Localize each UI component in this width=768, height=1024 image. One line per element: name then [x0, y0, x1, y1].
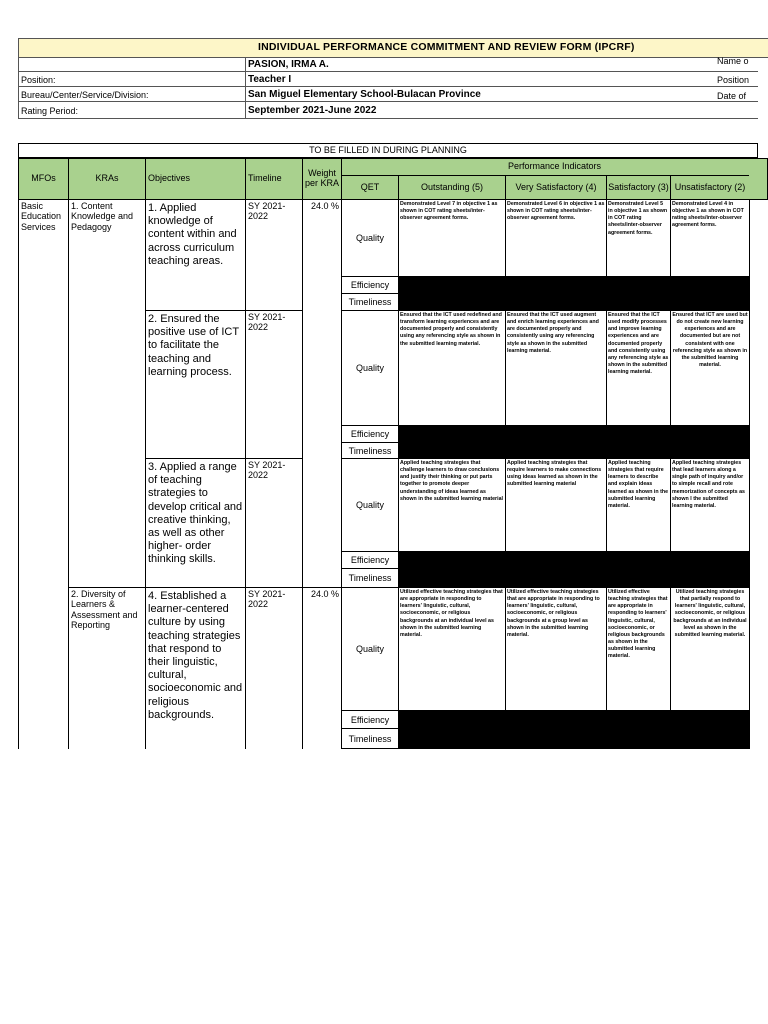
objective-1-timeline: SY 2021-2022: [245, 199, 303, 311]
header-edge: [749, 158, 768, 200]
objective-3-quality: Quality: [341, 458, 399, 552]
objective-2-outstanding: Ensured that the ICT used redefined and transform learning experiences and are documented properly and consistently using any referencing style as shown in the submitted learning material.: [398, 310, 506, 426]
objective-2-quality: Quality: [341, 310, 399, 426]
side-date-label: Date of: [717, 91, 747, 101]
col-satisfactory: Satisfactory (3): [606, 175, 671, 200]
rating-period-label: Rating Period:: [21, 106, 79, 116]
side-position-label: Position: [717, 75, 750, 85]
form-title: INDIVIDUAL PERFORMANCE COMMITMENT AND REVIEW FORM (IPCRF): [258, 41, 635, 53]
objective-4-timeline: SY 2021-2022: [245, 587, 303, 749]
weight-kra-1: 24.0 %: [302, 199, 342, 588]
objective-4-satisfactory: Utilized effective teaching strategies that are appropriate in responding to learners' linguistic, cultural, socioeconomic, or religious backgrounds as shown in the submitted learning material.: [606, 587, 671, 711]
objective-4-quality: Quality: [341, 587, 399, 711]
objective-2-unsatisfactory: Ensured that ICT are used but do not create new learning experiences and are documented but are not consistent with one referencing style as shown in the submitted learning material.: [670, 310, 750, 426]
weight-kra-2: 24.0 %: [302, 587, 342, 749]
side-name-label: Name o: [717, 56, 749, 66]
kra-2-cell: 2. Diversity of Learners & Assessment and Reporting: [68, 587, 146, 749]
rating-period-value: September 2021-June 2022: [248, 105, 377, 116]
position-label: Position:: [21, 75, 56, 85]
objective-3-timeline: SY 2021-2022: [245, 458, 303, 588]
objective-4-efficiency: Efficiency: [341, 710, 399, 729]
col-timeline: Timeline: [245, 158, 303, 200]
objective-4-very-satisfactory: Utilized effective teaching strategies that are appropriate in responding to learners' linguistic, cultural, socioeconomic, or religious backgrounds at a group level as shown in the submitted learning material.: [505, 587, 607, 711]
objective-3-satisfactory: Applied teaching strategies that require learners to describe and explain ideas learned as shown in the submitted learning material.: [606, 458, 671, 552]
objective-1-timeliness: Timeliness: [341, 293, 399, 311]
header-divider: [245, 58, 246, 119]
objective-3-very-satisfactory: Applied teaching strategies that require learners to make connections using ideas learned as shown in the submitted learning material: [505, 458, 607, 552]
position-value: Teacher I: [248, 74, 292, 85]
col-mfos: MFOs: [18, 158, 69, 200]
objective-2-very-satisfactory: Ensured that the ICT used augment and enrich learning experiences and are documented properly and consistently using any referencing style as shown in the submitted learning material.: [505, 310, 607, 426]
objective-3-unsatisfactory: Applied teaching strategies that lead learners along a single path of inquiry and/or to simple recall and rote memorization of concepts as shown I the submitted learning material.: [670, 458, 750, 552]
col-outstanding: Outstanding (5): [398, 175, 506, 200]
col-very-satisfactory: Very Satisfactory (4): [505, 175, 607, 200]
planning-banner: TO BE FILLED IN DURING PLANNING: [18, 143, 758, 158]
objective-1-unsatisfactory: Demonstrated Level 4 in objective 1 as shown in COT rating sheets/inter-observer agreement forms.: [670, 199, 750, 277]
header-left-border: [18, 58, 19, 119]
col-kras: KRAs: [68, 158, 146, 200]
bureau-label: Bureau/Center/Service/Division:: [21, 90, 149, 100]
objective-1: 1. Applied knowledge of content within and across curriculum teaching areas.: [145, 199, 246, 311]
kra-1-cell: 1. Content Knowledge and Pedagogy: [68, 199, 146, 588]
objective-3-outstanding: Applied teaching strategies that challenge learners to draw conclusions and justify their thinking or put parts together to promote deeper understanding of ideas learned as shown in the submitted learning material: [398, 458, 506, 552]
objective-1-quality: Quality: [341, 199, 399, 277]
objective-2-satisfactory: Ensured that the ICT used modify processes and improve learning experiences and are documented properly and consistently using any referencing style as shown in the submitted learning material.: [606, 310, 671, 426]
objective-3-blackout: [398, 551, 750, 588]
col-unsatisfactory: Unsatisfactory (2): [670, 175, 750, 200]
objective-4: 4. Established a learner-centered culture by using teaching strategies that respond to their linguistic, cultural, socioeconomic and religious backgrounds.: [145, 587, 246, 749]
name-value: PASION, IRMA A.: [248, 59, 329, 70]
objective-2: 2. Ensured the positive use of ICT to facilitate the teaching and learning process.: [145, 310, 246, 459]
objective-1-very-satisfactory: Demonstrated Level 6 in objective 1 as shown in COT rating sheets/inter-observer agreement forms.: [505, 199, 607, 277]
col-performance-indicators: Performance Indicators: [341, 158, 768, 176]
objective-1-outstanding: Demonstrated Level 7 in objective 1 as shown in COT rating sheets/inter-observer agreement forms.: [398, 199, 506, 277]
col-weight: Weight per KRA: [302, 158, 342, 200]
objective-3-timeliness: Timeliness: [341, 568, 399, 588]
objective-1-blackout: [398, 276, 750, 311]
col-qet: QET: [341, 175, 399, 200]
objective-4-outstanding: Utilized effective teaching strategies that are appropriate in responding to learners' linguistic, cultural, socioeconomic, or religious backgrounds at an individual level as shown in the submitted learning material.: [398, 587, 506, 711]
objective-4-unsatisfactory: Utilized teaching strategies that partially respond to learners' linguistic, cultural, socioeconomic, or religious backgrounds at an individual level as shown in the submitted learning material.: [670, 587, 750, 711]
objective-2-timeline: SY 2021-2022: [245, 310, 303, 459]
objective-1-satisfactory: Demonstrated Level 5 in objective 1 as shown in COT rating sheets/inter-observer agreement forms.: [606, 199, 671, 277]
mfo-cell: Basic Education Services: [18, 199, 69, 749]
objective-3-efficiency: Efficiency: [341, 551, 399, 569]
objective-1-efficiency: Efficiency: [341, 276, 399, 294]
name-row: [18, 58, 758, 72]
objective-2-efficiency: Efficiency: [341, 425, 399, 443]
rating-period-row: [18, 103, 758, 119]
col-objectives: Objectives: [145, 158, 246, 200]
position-row: [18, 73, 758, 87]
objective-3: 3. Applied a range of teaching strategies to develop critical and creative thinking, as well as other higher- order thinking skills.: [145, 458, 246, 588]
objective-4-blackout: [398, 710, 750, 749]
objective-4-timeliness: Timeliness: [341, 728, 399, 749]
objective-2-blackout: [398, 425, 750, 459]
bureau-value: San Miguel Elementary School-Bulacan Province: [248, 89, 481, 100]
objective-2-timeliness: Timeliness: [341, 442, 399, 459]
